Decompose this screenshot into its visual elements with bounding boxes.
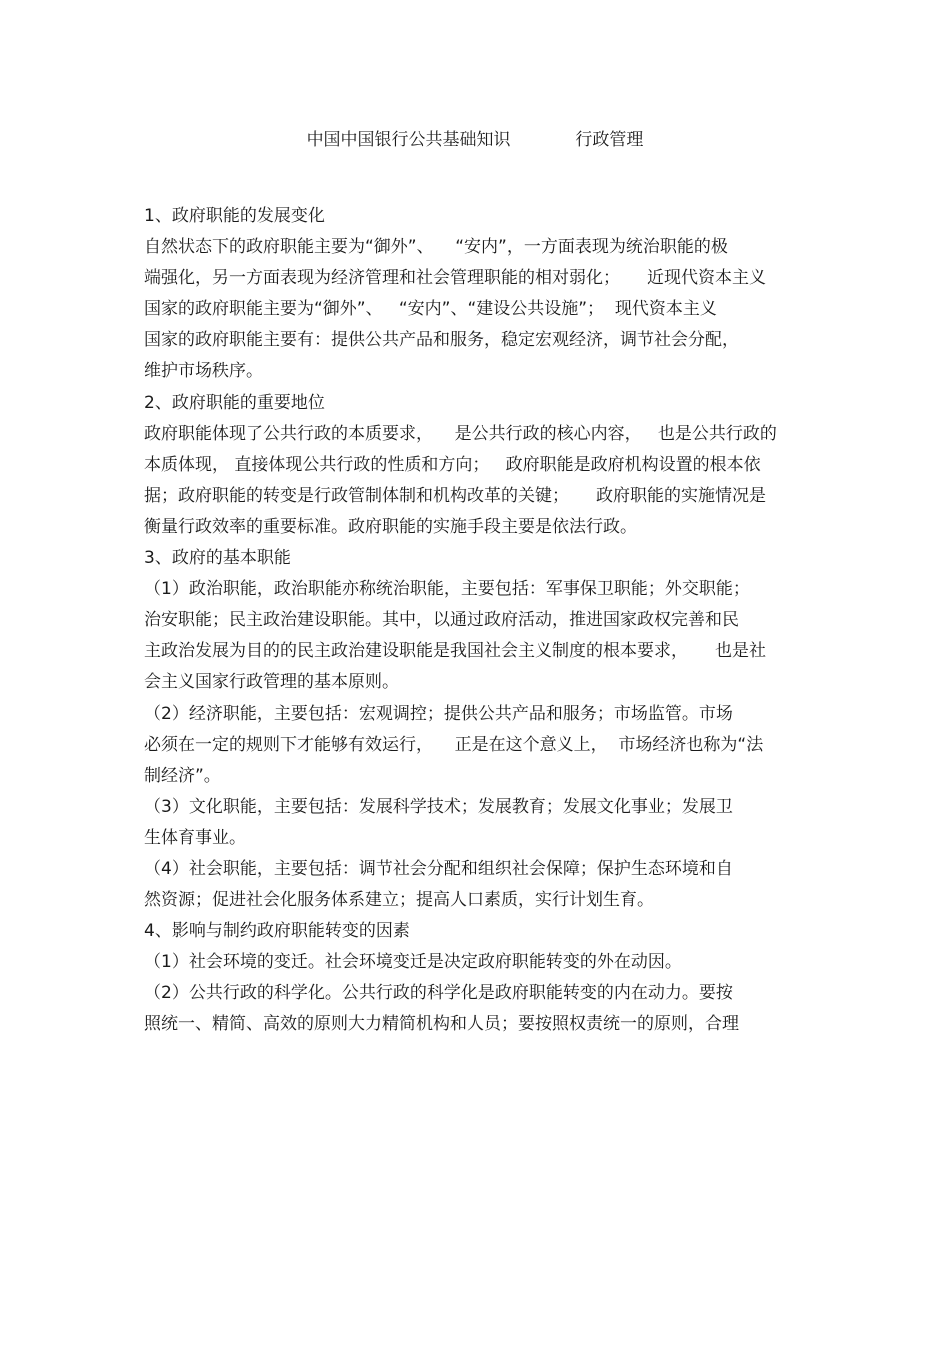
body-line: 治安职能；民主政治建设职能。其中，以通过政府活动，推进国家政权完善和民 xyxy=(144,610,739,631)
body-line: 生体育事业。 xyxy=(144,827,246,848)
body-line: 会主义国家行政管理的基本原则。 xyxy=(144,672,399,693)
body-line: 据；政府职能的转变是行政管制体制和机构改革的关键； 政府职能的实施情况是 xyxy=(144,485,767,506)
body-line: 自然状态下的政府职能主要为“御外”、 “安内”，一方面表现为统治职能的极 xyxy=(144,237,728,258)
body-line: 必须在一定的规则下才能够有效运行， 正是在这个意义上， 市场经济也称为“法 xyxy=(144,734,764,755)
body-line: （2）经济职能，主要包括：宏观调控；提供公共产品和服务；市场监管。市场 xyxy=(144,703,733,724)
body-line: （2）公共行政的科学化。公共行政的科学化是政府职能转变的内在动力。要按 xyxy=(144,983,733,1004)
body-line: 衡量行政效率的重要标准。政府职能的实施手段主要是依法行政。 xyxy=(144,516,637,537)
body-line: 照统一、精简、高效的原则大力精简机构和人员；要按照权责统一的原则，合理 xyxy=(144,1014,739,1035)
body-line: （1）社会环境的变迁。社会环境变迁是决定政府职能转变的外在动因。 xyxy=(144,952,682,973)
body-line: （4）社会职能，主要包括：调节社会分配和组织社会保障；保护生态环境和自 xyxy=(144,858,733,879)
heading-2: 2、政府职能的重要地位 xyxy=(144,392,325,413)
body-line: 政府职能体现了公共行政的本质要求， 是公共行政的核心内容， 也是公共行政的 xyxy=(144,423,777,444)
body-line: 然资源；促进社会化服务体系建立；提高人口素质，实行计划生育。 xyxy=(144,890,654,911)
heading-1: 1、政府职能的发展变化 xyxy=(144,206,325,226)
body-line: 国家的政府职能主要有：提供公共产品和服务，稳定宏观经济，调节社会分配， xyxy=(144,330,739,351)
document-title: 中国中国银行公共基础知识 行政管理 xyxy=(306,130,644,150)
body-line: （1）政治职能，政治职能亦称统治职能，主要包括：军事保卫职能；外交职能； xyxy=(144,579,750,600)
body-line: （3）文化职能，主要包括：发展科学技术；发展教育；发展文化事业；发展卫 xyxy=(144,796,733,817)
body-line: 本质体现， 直接体现公共行政的性质和方向； 政府职能是政府机构设置的根本依 xyxy=(144,454,761,475)
body-line: 制经济”。 xyxy=(144,765,221,786)
heading-3: 3、政府的基本职能 xyxy=(144,548,291,569)
document-body xyxy=(144,201,824,1041)
body-line: 主政治发展为目的的民主政治建设职能是我国社会主义制度的根本要求， 也是社 xyxy=(144,641,767,662)
body-line: 维护市场秩序。 xyxy=(144,361,263,382)
heading-4: 4、影响与制约政府职能转变的因素 xyxy=(144,921,410,942)
body-line: 国家的政府职能主要为“御外”、 “安内”、“建设公共设施”； 现代资本主义 xyxy=(144,299,717,320)
body-line: 端强化，另一方面表现为经济管理和社会管理职能的相对弱化； 近现代资本主义 xyxy=(144,268,767,289)
